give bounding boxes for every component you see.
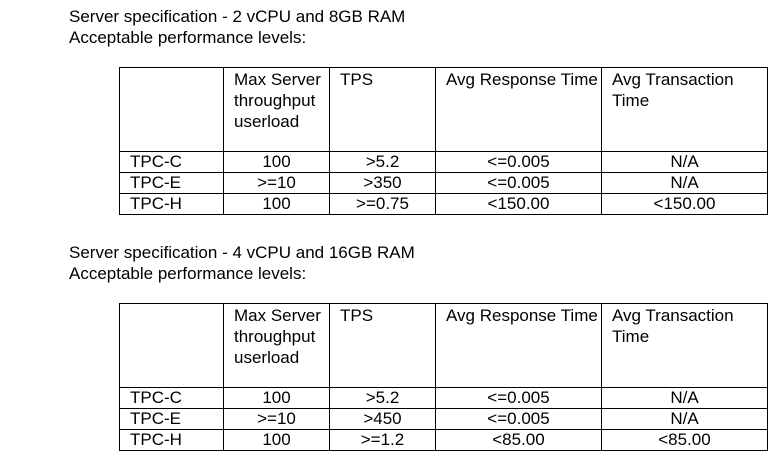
cell-avg-transaction-time: N/A	[602, 173, 768, 194]
cell-tps: >5.2	[330, 388, 436, 409]
table-row	[120, 152, 768, 173]
cell-tps: >450	[330, 409, 436, 430]
cell-avg-transaction-time: N/A	[602, 409, 768, 430]
header-avg-transaction-time: Avg Transaction Time	[602, 68, 768, 152]
cell-avg-transaction-time: N/A	[602, 388, 768, 409]
cell-tps: >=0.75	[330, 194, 436, 215]
row-label: TPC-E	[120, 173, 224, 194]
cell-max-userload: 100	[224, 194, 330, 215]
header-avg-response-time: Avg Response Time	[436, 68, 602, 152]
performance-table	[119, 303, 768, 451]
cell-avg-transaction-time: N/A	[602, 152, 768, 173]
spec-subtitle: Acceptable performance levels:	[69, 264, 307, 283]
cell-avg-response-time: <=0.005	[436, 173, 602, 194]
row-label: TPC-H	[120, 430, 224, 451]
table-row	[120, 388, 768, 409]
cell-max-userload: 100	[224, 388, 330, 409]
header-max-userload: Max Server throughput userload	[224, 68, 330, 152]
cell-avg-response-time: <=0.005	[436, 409, 602, 430]
performance-table	[119, 67, 768, 215]
spec-subtitle: Acceptable performance levels:	[69, 28, 307, 47]
header-tps: TPS	[330, 68, 436, 152]
cell-avg-response-time: <=0.005	[436, 152, 602, 173]
cell-max-userload: 100	[224, 152, 330, 173]
cell-avg-response-time: <150.00	[436, 194, 602, 215]
header-empty	[120, 68, 224, 152]
table-row	[120, 409, 768, 430]
table-header-row	[120, 68, 768, 152]
row-label: TPC-E	[120, 409, 224, 430]
cell-max-userload: >=10	[224, 409, 330, 430]
cell-avg-response-time: <85.00	[436, 430, 602, 451]
cell-max-userload: 100	[224, 430, 330, 451]
cell-tps: >5.2	[330, 152, 436, 173]
row-label: TPC-C	[120, 388, 224, 409]
cell-max-userload: >=10	[224, 173, 330, 194]
table-header-row	[120, 304, 768, 388]
cell-avg-transaction-time: <150.00	[602, 194, 768, 215]
table-row	[120, 194, 768, 215]
header-empty	[120, 304, 224, 388]
cell-avg-response-time: <=0.005	[436, 388, 602, 409]
cell-avg-transaction-time: <85.00	[602, 430, 768, 451]
table-row	[120, 173, 768, 194]
spec-title: Server specification - 2 vCPU and 8GB RAM	[69, 7, 406, 26]
row-label: TPC-H	[120, 194, 224, 215]
row-label: TPC-C	[120, 152, 224, 173]
cell-tps: >=1.2	[330, 430, 436, 451]
cell-tps: >350	[330, 173, 436, 194]
header-avg-transaction-time: Avg Transaction Time	[602, 304, 768, 388]
header-tps: TPS	[330, 304, 436, 388]
header-max-userload: Max Server throughput userload	[224, 304, 330, 388]
spec-title: Server specification - 4 vCPU and 16GB RAM	[69, 243, 415, 262]
header-avg-response-time: Avg Response Time	[436, 304, 602, 388]
table-row	[120, 430, 768, 451]
